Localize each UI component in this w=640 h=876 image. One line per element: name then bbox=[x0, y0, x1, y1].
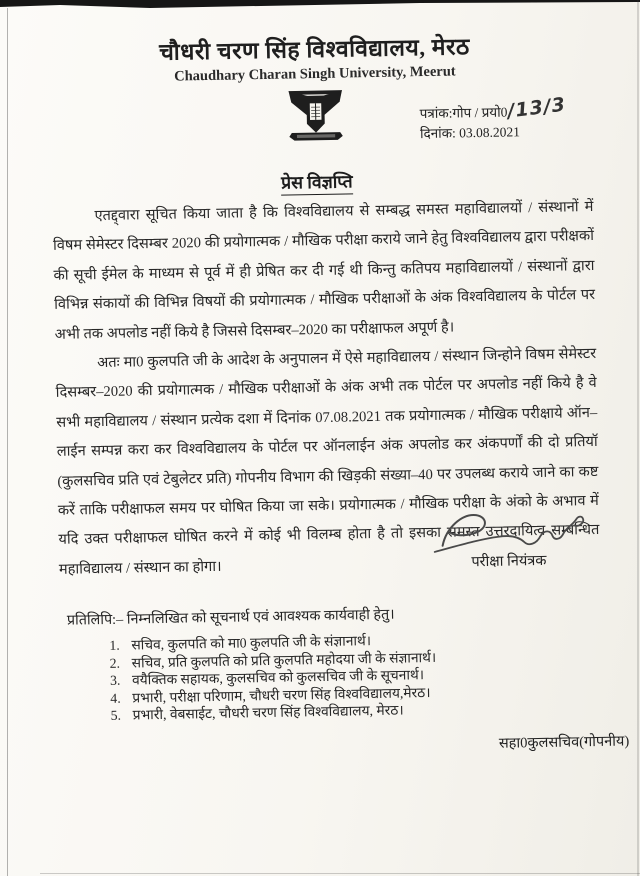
reference-block bbox=[419, 93, 620, 144]
letterhead bbox=[0, 26, 635, 89]
reference-date: दिनांक: 03.08.2021 bbox=[419, 124, 521, 142]
distribution-list bbox=[109, 628, 611, 725]
university-crest-icon bbox=[283, 87, 348, 149]
list-item-number: 2. bbox=[109, 655, 121, 671]
signatory-designation: परीक्षा नियंत्रक bbox=[471, 552, 547, 571]
signature-block bbox=[413, 503, 604, 572]
scan-left-edge-artifact bbox=[7, 8, 8, 876]
list-item-text: प्रभारी, परीक्षा परिणाम, चौधरी चरण सिंह विश्वविद्यालय,मेरठ। bbox=[132, 684, 431, 706]
list-item-text: सचिव, प्रति कुलपति को प्रति कुलपति महोदया जी के संज्ञानार्थ। bbox=[131, 649, 437, 671]
scan-right-edge-artifact bbox=[637, 0, 639, 876]
footer-signatory: सहा0कुलसचिव(गोपनीय) bbox=[498, 733, 630, 752]
body-paragraph-1: एतद्द्वारा सूचित किया जाता है कि विश्वविद्यालय से सम्बद्ध समस्त महाविद्यालयों / संस्थानों में विषम सेमेस्टर दिसम्बर 2020 की प्रयोगात्मक / मौखिक परीक्षा कराये जाने हेतु विश्वविद्यालय द्वारा परीक्षकों की सूची ईमेल के माध्यम से पूर्व में ही प्रेषित कर दी गई थी किन्तु कतिपय महाविद्यालयों / संस्थानों द्वारा विभिन्न संकायों की विभिन्न विषयों की प्रयोगात्मक / मौखिक परीक्षाओं के अंक विश्वविद्यालय के पोर्टल पर अभी तक अपलोड नहीं किये है जिससे दिसम्बर–2020 का परीक्षाफल अपूर्ण है। bbox=[52, 198, 596, 343]
body-paragraph-2: अतः मा0 कुलपति जी के आदेश के अनुपालन में ऐसे महाविद्यालय / संस्थान जिन्होने विषम सेमेस्टर दिसम्बर–2020 की प्रयोगात्मक / मौखिक परीक्षाओं के अंक अभी तक पोर्टल पर अपलोड नहीं किये है वे सभी महाविद्यालय / संस्थान प्रत्येक दशा में दिनांक 07.08.2021 तक प्रयोगात्मक / मौखिक परीक्षाये ऑन–लाईन सम्पन्न करा कर विश्वविद्यालय के पोर्टल पर ऑनलाईन अंक अपलोड कर अंकपर्णों की दो प्रतियॉ (कुलसचिव प्रति एवं टेबुलेटर प्रति) गोपनीय विभाग की खिड़की संख्या–40 पर उपलब्ध कराये जाने का कष्ट करें ताकि परीक्षाफल समय पर घोषित किया जा सके। प्रयोगात्मक / मौखिक परीक्षा के अंको के अभाव में यदि उक्त परीक्षाफल घोषित करने में कोई भी विलम्ब होता है तो इसका समस्त उत्तरदायित्व सम्बन्धित महाविद्यालय / संस्थान का होगा। bbox=[55, 345, 600, 578]
distribution-section bbox=[67, 601, 611, 726]
scan-bottom-edge-artifact bbox=[40, 873, 640, 874]
list-item-text: प्रभारी, वेबसाईट, चौधरी चरण सिंह विश्वविद्यालय, मेरठ। bbox=[132, 702, 404, 723]
list-item-number: 3. bbox=[109, 672, 121, 689]
university-name-hindi: चौधरी चरण सिंह विश्वविद्यालय, मेरठ bbox=[158, 34, 471, 65]
distribution-heading: प्रतिलिपि:– निम्नलिखित को सूचनार्थ एवं आवश्यक कार्यवाही हेतु। bbox=[66, 606, 395, 629]
list-item-text: सचिव, कुलपति को मा0 कुलपति जी के संज्ञानार्थ। bbox=[131, 633, 372, 653]
list-item-number: 4. bbox=[110, 690, 121, 706]
document-title-text: प्रेस विज्ञप्ति bbox=[281, 171, 353, 195]
list-item-text: वयैक्तिक सहायक, कुलसचिव को कुलसचिव जी के सूचनार्थ। bbox=[131, 667, 425, 688]
reference-number-label: पत्रांक:गोप / प्रयो0 bbox=[419, 104, 508, 122]
list-item-number: 5. bbox=[110, 708, 122, 724]
university-name-english: Chaudhary Charan Singh University, Meerut bbox=[174, 63, 456, 85]
list-item-number: 1. bbox=[109, 637, 120, 653]
reference-number-handwritten: /13/3 bbox=[506, 93, 567, 123]
